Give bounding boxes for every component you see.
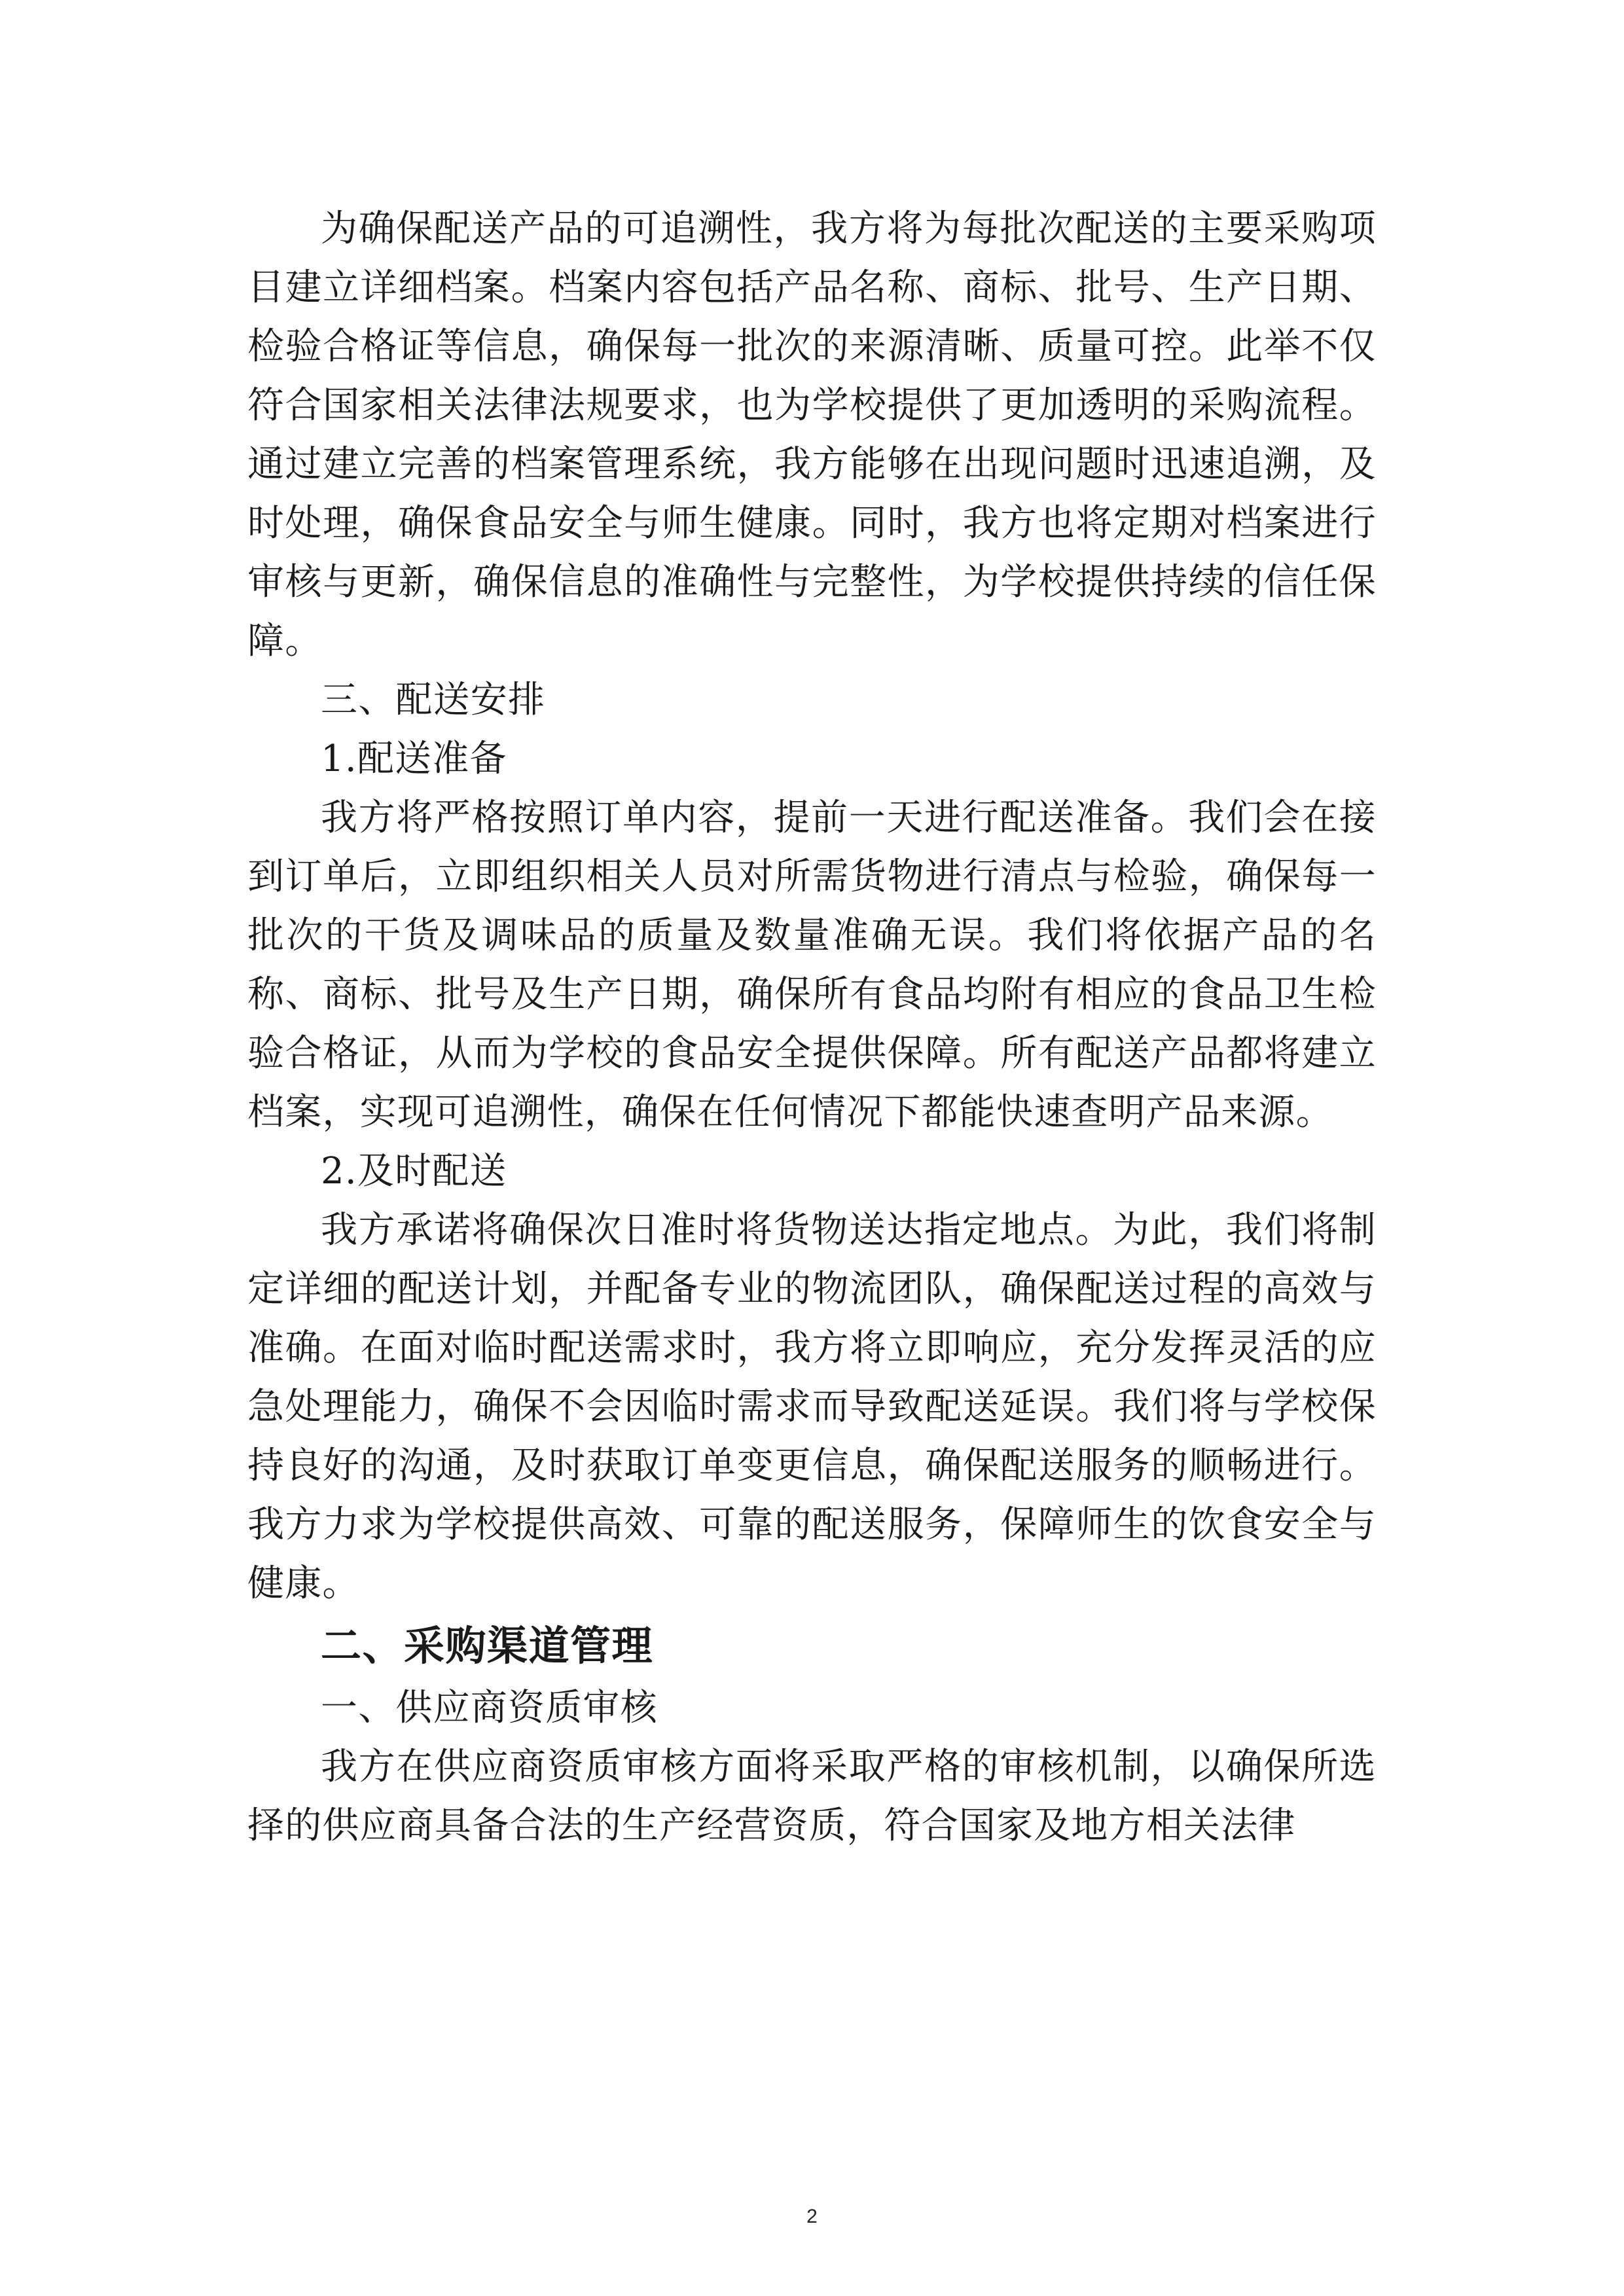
- page-number: 2: [806, 2206, 818, 2227]
- paragraph-delivery-preparation: 我方将严格按照订单内容，提前一天进行配送准备。我们会在接到订单后，立即组织相关人员对所需货物进行清点与检验，确保每一批次的干货及调味品的质量及数量准确无误。我们将依据产品的名称、商标、批号及生产日期，确保所有食品均附有相应的食品卫生检验合格证，从而为学校的食品安全提供保障。所有配送产品都将建立档案，实现可追溯性，确保在任何情况下都能快速查明产品来源。: [247, 797, 1377, 1134]
- section-heading-supplier-qualification: 一、供应商资质审核: [321, 1687, 658, 1729]
- document-body: [247, 200, 1377, 1856]
- subheading-timely-delivery: 2.及时配送: [321, 1150, 507, 1193]
- section-heading-delivery-arrangement: 三、配送安排: [321, 679, 546, 721]
- paragraph-traceability: 为确保配送产品的可追溯性，我方将为每批次配送的主要采购项目建立详细档案。档案内容包括产品名称、商标、批号、生产日期、检验合格证等信息，确保每一批次的来源清晰、质量可控。此举不仅符合国家相关法律法规要求，也为学校提供了更加透明的采购流程。通过建立完善的档案管理系统，我方能够在出现问题时迅速追溯，及时处理，确保食品安全与师生健康。同时，我方也将定期对档案进行审核与更新，确保信息的准确性与完整性，为学校提供持续的信任保障。: [247, 207, 1377, 662]
- subheading-delivery-preparation: 1.配送准备: [321, 738, 507, 780]
- paragraph-supplier-qualification: 我方在供应商资质审核方面将采取严格的审核机制，以确保所选择的供应商具备合法的生产经营资质，符合国家及地方相关法律: [247, 1746, 1377, 1847]
- chapter-heading-procurement-channel: 二、采购渠道管理: [321, 1622, 654, 1670]
- paragraph-timely-delivery: 我方承诺将确保次日准时将货物送达指定地点。为此，我们将制定详细的配送计划，并配备专业的物流团队，确保配送过程的高效与准确。在面对临时配送需求时，我方将立即响应，充分发挥灵活的应急处理能力，确保不会因临时需求而导致配送延误。我们将与学校保持良好的沟通，及时获取订单变更信息，确保配送服务的顺畅进行。我方力求为学校提供高效、可靠的配送服务，保障师生的饮食安全与健康。: [247, 1209, 1377, 1605]
